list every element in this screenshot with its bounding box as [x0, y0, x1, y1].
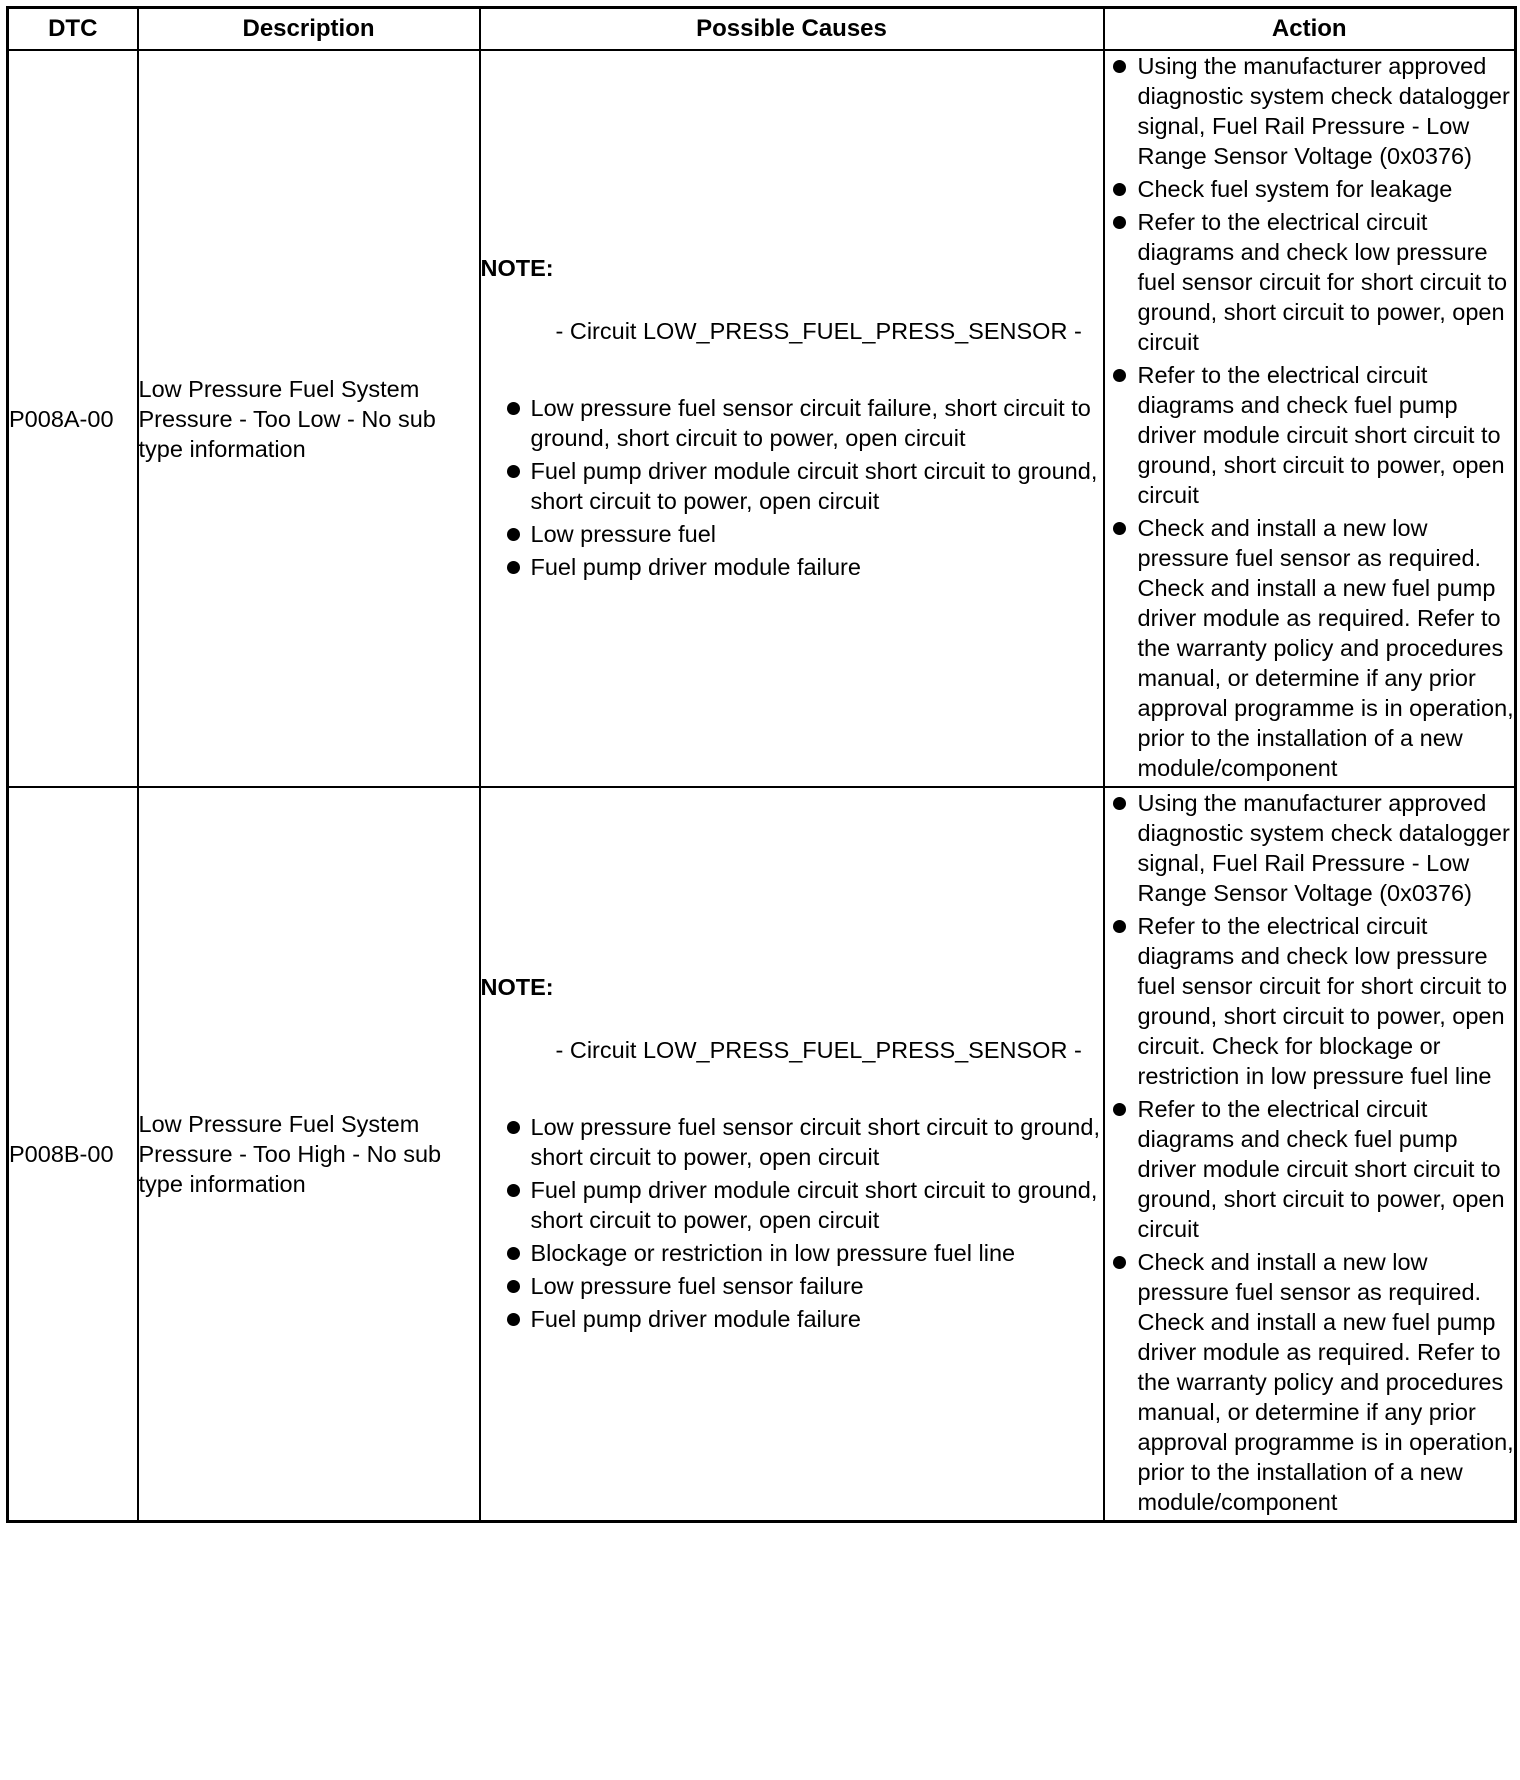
list-item: Low pressure fuel sensor failure — [497, 1271, 1103, 1301]
causes-list — [481, 1112, 1103, 1334]
list-item: Using the manufacturer approved diagnostic system check datalogger signal, Fuel Rail Pressure - Low Range Sensor Voltage (0x0376) — [1105, 788, 1515, 908]
possible-causes-cell — [480, 50, 1104, 787]
action-cell — [1104, 787, 1516, 1522]
note-text: - Circuit LOW_PRESS_FUEL_PRESS_SENSOR - — [555, 1036, 1082, 1063]
list-item: Using the manufacturer approved diagnostic system check datalogger signal, Fuel Rail Pressure - Low Range Sensor Voltage (0x0376) — [1105, 51, 1515, 171]
actions-list — [1105, 51, 1515, 783]
list-item: Refer to the electrical circuit diagrams and check fuel pump driver module circuit short circuit to ground, short circuit to power, open circuit — [1105, 360, 1515, 510]
note-text: - Circuit LOW_PRESS_FUEL_PRESS_SENSOR - — [555, 317, 1082, 344]
list-item: Low pressure fuel — [497, 519, 1103, 549]
table-row — [8, 50, 1516, 787]
list-item: Refer to the electrical circuit diagrams and check low pressure fuel sensor circuit for short circuit to ground, short circuit to power, open circuit. Check for blockage or restriction in low pressure fuel line — [1105, 911, 1515, 1091]
list-item: Low pressure fuel sensor circuit failure, short circuit to ground, short circuit to power, open circuit — [497, 393, 1103, 453]
dtc-table — [6, 6, 1517, 1523]
list-item: Fuel pump driver module circuit short circuit to ground, short circuit to power, open circuit — [497, 456, 1103, 516]
header-action: Action — [1104, 8, 1516, 51]
header-dtc: DTC — [8, 8, 138, 51]
list-item: Check and install a new low pressure fuel sensor as required. Check and install a new fuel pump driver module as required. Refer to the warranty policy and procedures manual, or determine if any prior approval programme is in operation, prior to the installation of a new module/component — [1105, 1247, 1515, 1517]
document-page — [6, 6, 1514, 1523]
list-item: Refer to the electrical circuit diagrams and check fuel pump driver module circuit short circuit to ground, short circuit to power, open circuit — [1105, 1094, 1515, 1244]
list-item: Refer to the electrical circuit diagrams and check low pressure fuel sensor circuit for short circuit to ground, short circuit to power, open circuit — [1105, 207, 1515, 357]
list-item: Check fuel system for leakage — [1105, 174, 1515, 204]
list-item: Fuel pump driver module failure — [497, 552, 1103, 582]
dtc-code: P008A-00 — [8, 50, 138, 787]
dtc-code: P008B-00 — [8, 787, 138, 1522]
list-item: Blockage or restriction in low pressure fuel line — [497, 1238, 1103, 1268]
possible-causes-cell — [480, 787, 1104, 1522]
note-label: NOTE: — [480, 973, 554, 1000]
list-item: Fuel pump driver module failure — [497, 1304, 1103, 1334]
header-description: Description — [138, 8, 480, 51]
list-item: Low pressure fuel sensor circuit short circuit to ground, short circuit to power, open circuit — [497, 1112, 1103, 1172]
note-label: NOTE: — [480, 254, 554, 281]
list-item: Check and install a new low pressure fuel sensor as required. Check and install a new fuel pump driver module as required. Refer to the warranty policy and procedures manual, or determine if any prior approval programme is in operation, prior to the installation of a new module/component — [1105, 513, 1515, 783]
action-cell — [1104, 50, 1516, 787]
table-header-row — [8, 8, 1516, 51]
dtc-description: Low Pressure Fuel System Pressure - Too Low - No sub type information — [138, 50, 480, 787]
list-item: Fuel pump driver module circuit short circuit to ground, short circuit to power, open circuit — [497, 1175, 1103, 1235]
actions-list — [1105, 788, 1515, 1517]
causes-list — [481, 393, 1103, 582]
dtc-description: Low Pressure Fuel System Pressure - Too High - No sub type information — [138, 787, 480, 1522]
header-possible-causes: Possible Causes — [480, 8, 1104, 51]
table-row — [8, 787, 1516, 1522]
